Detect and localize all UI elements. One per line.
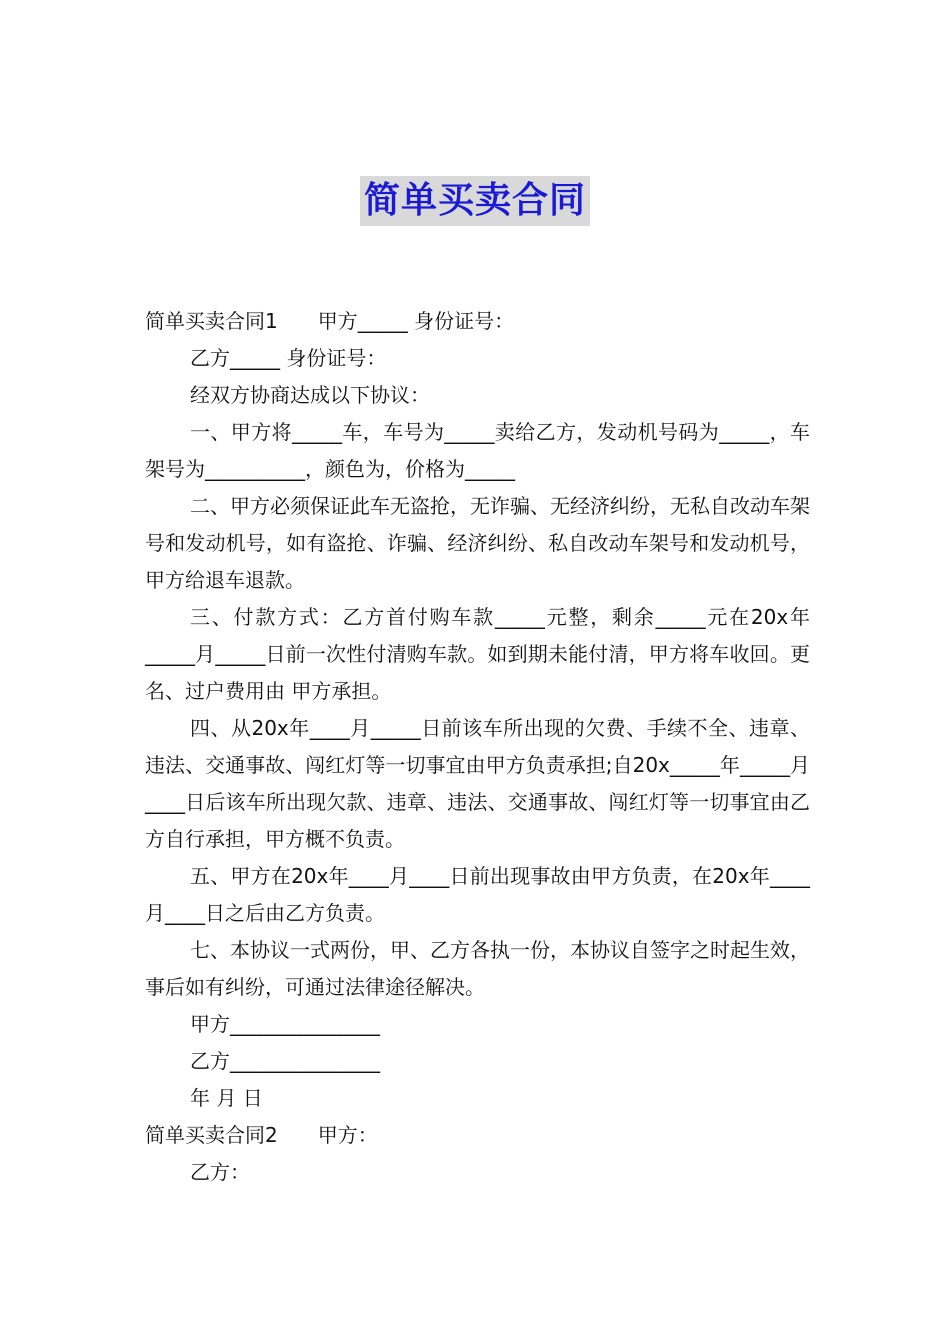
title-container [0, 176, 950, 226]
paragraph: 年 月 日 [190, 1086, 263, 1110]
paragraph: 甲方_______________ [190, 1012, 380, 1036]
paragraph: 三、付款方式：乙方首付购车款_____元整，剩余_____元在20x年_____月_____日前一次性付清购车款。如到期未能付清，甲方将车收回。更名、过户费用由 甲方承担。 [145, 605, 810, 703]
paragraph: 简单买卖合同2 甲方： [145, 1123, 378, 1147]
paragraph: 乙方： [190, 1160, 250, 1184]
paragraph: 五、甲方在20x年____月____日前出现事故由甲方负责，在20x年____月____日之后由乙方负责。 [145, 864, 810, 925]
paragraph: 七、本协议一式两份，甲、乙方各执一份，本协议自签字之时起生效，事后如有纠纷，可通过法律途径解决。 [145, 938, 810, 999]
paragraph: 乙方_______________ [190, 1049, 380, 1073]
document-body [145, 303, 810, 1191]
paragraph: 四、从20x年____月_____日前该车所出现的欠费、手续不全、违章、违法、交通事故、闯红灯等一切事宜由甲方负责承担;自20x_____年_____月____日后该车所出现欠款、违章、违法、交通事故、闯红灯等一切事宜由乙方自行承担，甲方概不负责。 [145, 716, 810, 851]
paragraph: 乙方_____ 身份证号： [190, 346, 387, 370]
paragraph: 二、甲方必须保证此车无盗抢，无诈骗、无经济纠纷，无私自改动车架号和发动机号，如有盗抢、诈骗、经济纠纷、私自改动车架号和发动机号，甲方给退车退款。 [145, 494, 810, 592]
paragraph: 经双方协商达成以下协议： [190, 383, 430, 407]
paragraph: 一、甲方将_____车，车号为_____卖给乙方，发动机号码为_____，车架号为__________，颜色为，价格为_____ [145, 420, 810, 481]
document-title: 简单买卖合同 [360, 176, 590, 226]
paragraph: 简单买卖合同1 甲方_____ 身份证号： [145, 309, 515, 333]
